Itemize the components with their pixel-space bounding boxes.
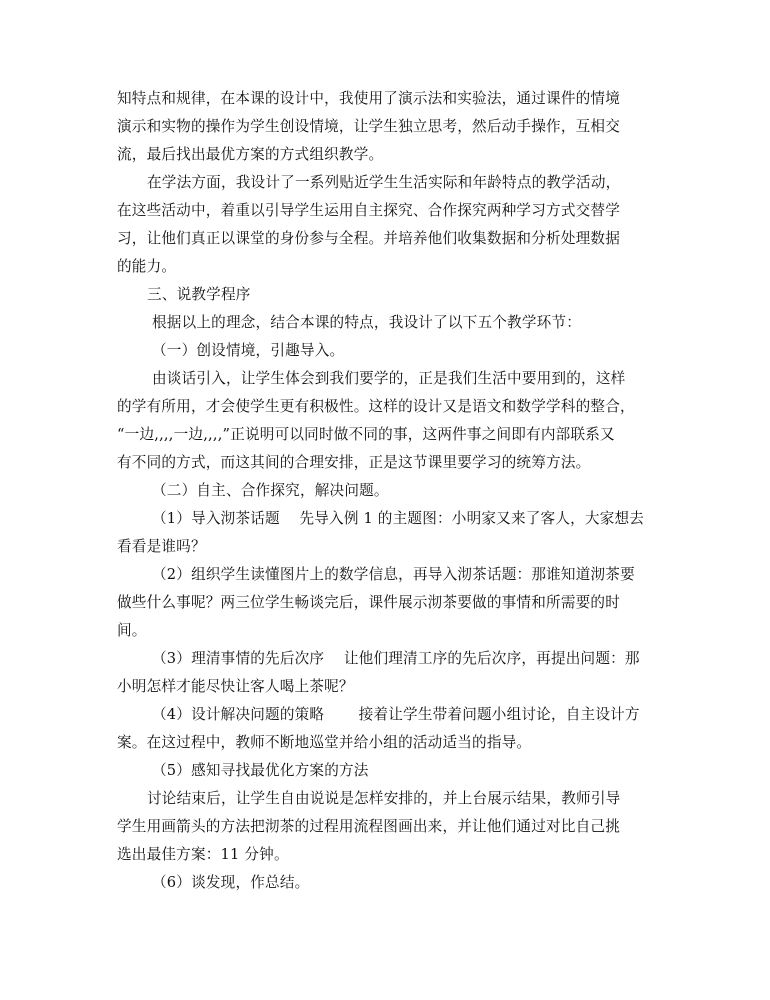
paragraph-line: 学生用画箭头的方法把沏茶的过程用流程图画出来，并让他们通过对比自己挑 — [117, 818, 620, 835]
paragraph-line: 案。在这过程中，教师不断地巡堂并给小组的活动适当的指导。 — [117, 734, 532, 751]
paragraph-line: 看看是谁吗？ — [117, 538, 206, 555]
paragraph-line: 在这些活动中，着重以引导学生运用自主探究、合作探究两种学习方式交替学 — [117, 202, 620, 219]
paragraph-line: （2）组织学生读懂图片上的数学信息，再导入沏茶话题：那谁知道沏茶要 — [152, 566, 635, 583]
paragraph-line: 做些什么事呢？两三位学生畅谈完后，课件展示沏茶要做的事情和所需要的时 — [117, 594, 620, 611]
paragraph-line: 有不同的方式，而这其间的合理安排，正是这节课里要学习的统筹方法。 — [117, 454, 591, 471]
paragraph-line: 小明怎样才能尽快让客人喝上茶呢？ — [117, 678, 354, 695]
paragraph-line: （4）设计解决问题的策略 接着让学生带着问题小组讨论，自主设计方 — [152, 706, 640, 723]
subsection-heading: （一）创设情境，引趣导入。 — [152, 342, 345, 359]
paragraph-line: （6）谈发现，作总结。 — [152, 874, 310, 891]
paragraph-line: 知特点和规律，在本课的设计中，我使用了演示法和实验法，通过课件的情境 — [117, 90, 620, 107]
paragraph-line: 流，最后找出最优方案的方式组织教学。 — [117, 146, 384, 163]
paragraph-line: 的学有所用，才会使学生更有积极性。这样的设计又是语文和数学学科的整合， — [117, 398, 635, 415]
paragraph-line: 在学法方面，我设计了一系列贴近学生生活实际和年龄特点的教学活动， — [147, 174, 621, 191]
paragraph-line: 间。 — [117, 622, 147, 639]
paragraph-line: 根据以上的理念，结合本课的特点，我设计了以下五个教学环节： — [152, 314, 582, 331]
paragraph-line: （1）导入沏茶话题 先导入例 1 的主题图：小明家又来了客人，大家想去 — [152, 510, 645, 527]
section-heading: 三、说教学程序 — [147, 286, 251, 303]
paragraph-line: （3）理清事情的先后次序 让他们理清工序的先后次序，再提出问题：那 — [152, 650, 640, 667]
paragraph-line: “一边,,,,一边,,,,”正说明可以同时做不同的事，这两件事之间即有内部联系又 — [117, 426, 615, 443]
paragraph-line: 由谈话引入，让学生体会到我们要学的，正是我们生活中要用到的，这样 — [152, 370, 626, 387]
paragraph-line: 讨论结束后，让学生自由说说是怎样安排的，并上台展示结果，教师引导 — [147, 790, 621, 807]
subsection-heading: （二）自主、合作探究，解决问题。 — [152, 482, 389, 499]
paragraph-line: 的能力。 — [117, 258, 177, 275]
paragraph-line: 选出最佳方案：11 分钟。 — [117, 846, 289, 863]
paragraph-line: 演示和实物的操作为学生创设情境，让学生独立思考，然后动手操作，互相交 — [117, 118, 620, 135]
paragraph-line: （5）感知寻找最优化方案的方法 — [152, 762, 369, 779]
paragraph-line: 习，让他们真正以课堂的身份参与全程。并培养他们收集数据和分析处理数据 — [117, 230, 620, 247]
